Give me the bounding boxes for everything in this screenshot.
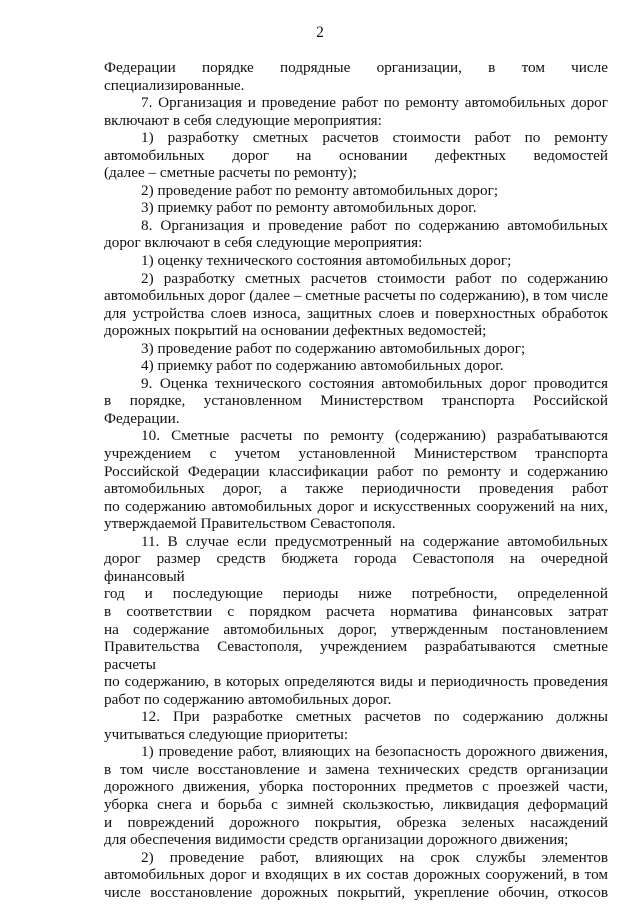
text-line: Российской Федерации классификации работ по ремонту и содержанию [104, 462, 608, 480]
text-line: уборка снега и борьба с зимней скользкостью, ликвидация деформаций [104, 795, 608, 813]
text-line: дорожных покрытий на основании дефектных ведомостей; [104, 322, 487, 340]
text-line: (далее – сметные расчеты по ремонту); [104, 164, 357, 182]
text-line: 4) приемку работ по содержанию автомобильных дорог. [141, 357, 504, 375]
text-line: 1) оценку технического состояния автомобильных дорог; [141, 252, 512, 270]
text-line: автомобильных дорог (далее – сметные расчеты по содержанию), в том числе [104, 287, 608, 305]
text-line: 2) проведение работ по ремонту автомобильных дорог; [141, 181, 499, 199]
text-line: для устройства слоев износа, защитных слоев и поверхностных обработок [104, 304, 608, 322]
page-number: 2 [316, 24, 324, 41]
text-line: утверждаемой Правительством Севастополя. [104, 515, 396, 533]
text-line: год и последующие периоды ниже потребности, определенной [104, 585, 608, 603]
text-line: Правительства Севастополя, учреждением разрабатываются сметные расчеты [104, 638, 608, 673]
document-body [104, 59, 608, 901]
text-line: 3) проведение работ по содержанию автомобильных дорог; [141, 339, 526, 357]
paragraph-12-line: 12. При разработке сметных расчетов по содержанию должны [141, 708, 608, 726]
text-line: 1) проведение работ, влияющих на безопасность дорожного движения, [141, 743, 608, 761]
text-line: по содержанию автомобильных дорог и искусственных сооружений на них, [104, 497, 608, 515]
text-line: 3) приемку работ по ремонту автомобильных дорог. [141, 199, 477, 217]
text-line: на содержание автомобильных дорог, утвержденным постановлением [104, 620, 608, 638]
text-line: Федерации порядке подрядные организации, в том числе [104, 59, 608, 76]
text-line: 2) разработку сметных расчетов стоимости работ по содержанию [141, 269, 608, 287]
text-line: 2) проведение работ, влияющих на срок службы элементов [141, 848, 608, 866]
text-line: в порядке, установленном Министерством транспорта Российской [104, 392, 608, 410]
text-line: работ по содержанию автомобильных дорог. [104, 690, 392, 708]
text-line: специализированные. [104, 76, 245, 94]
text-line: автомобильных дорог, а также периодичности проведения работ [104, 480, 608, 498]
text-line: по содержанию, в которых определяются виды и периодичность проведения [104, 673, 608, 691]
paragraph-7-line: 7. Организация и проведение работ по ремонту автомобильных дорог [141, 94, 608, 112]
text-line: и повреждений дорожного покрытия, обрезка зеленых насаждений [104, 813, 608, 831]
text-line: учреждением с учетом установленной Министерством транспорта [104, 445, 608, 463]
text-line: для обеспечения видимости средств организации дорожного движения; [104, 831, 569, 849]
paragraph-10-line: 10. Сметные расчеты по ремонту (содержанию) разрабатываются [141, 427, 608, 445]
text-line: в том числе восстановление и замена технических средств организации [104, 760, 608, 778]
paragraph-8-line: 8. Организация и проведение работ по содержанию автомобильных [141, 216, 608, 234]
text-line: 1) разработку сметных расчетов стоимости работ по ремонту [141, 129, 608, 147]
text-line: Федерации. [104, 409, 180, 427]
text-line: автомобильных дорог на основании дефектных ведомостей [104, 146, 608, 164]
paragraph-11-line: 11. В случае если предусмотренный на содержание автомобильных [141, 532, 608, 550]
text-line: дорог включают в себя следующие мероприятия: [104, 234, 423, 252]
text-line: дорожного движения, уборка посторонних предметов с проезжей части, [104, 778, 608, 796]
text-line: дорог размер средств бюджета города Севастополя на очередной финансовый [104, 550, 608, 585]
text-line: автомобильных дорог и входящих в их состав дорожных сооружений, в том [104, 866, 608, 884]
text-line: включают в себя следующие мероприятия: [104, 111, 382, 129]
text-line: в соответствии с порядком расчета норматива финансовых затрат [104, 602, 608, 620]
text-line: числе восстановление дорожных покрытий, укрепление обочин, откосов [104, 883, 608, 901]
text-line: учитываться следующие приоритеты: [104, 725, 349, 743]
paragraph-9-line: 9. Оценка технического состояния автомобильных дорог проводится [141, 374, 608, 392]
